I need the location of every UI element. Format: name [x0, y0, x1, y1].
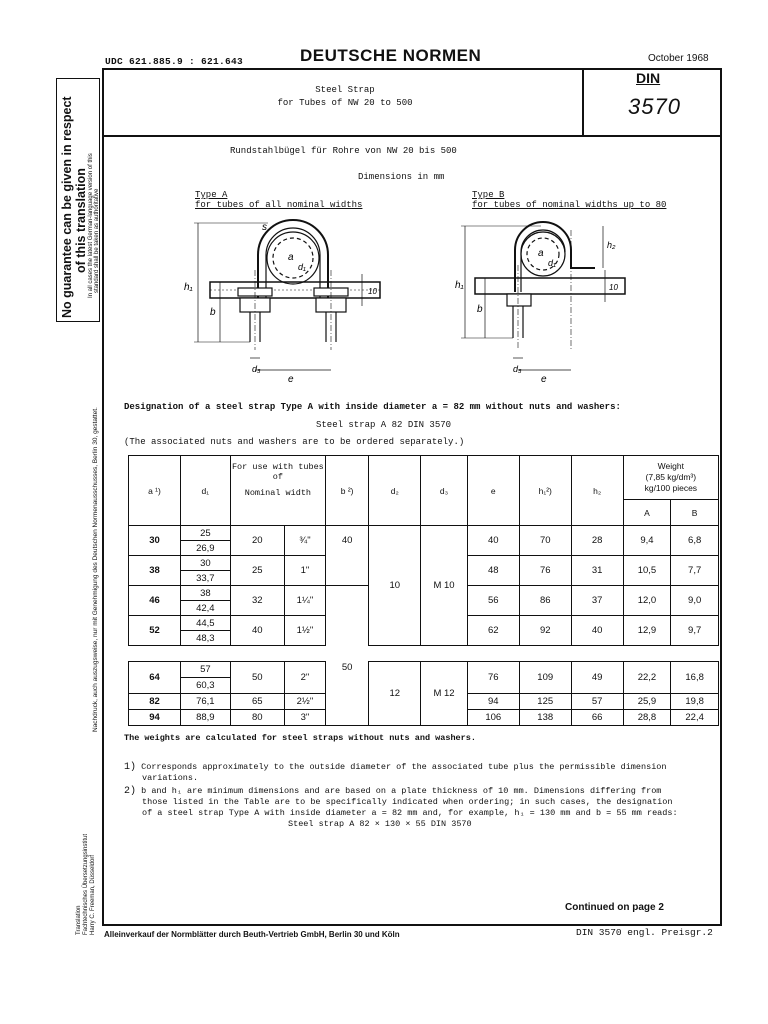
- dim-s-a: s: [262, 222, 267, 233]
- footnote-2-text-4: Steel strap A 82 × 130 × 55 DIN 3570: [288, 819, 472, 829]
- cell-h2: 28: [571, 526, 623, 556]
- cell-wa: 12,9: [623, 616, 671, 646]
- cell-a: 30: [129, 526, 181, 556]
- type-b-subtitle: for tubes of nominal widths up to 80: [472, 200, 667, 210]
- cell-inch: ¾": [284, 526, 325, 556]
- cell-inch: 1½": [284, 616, 325, 646]
- cell-inch: 1": [284, 556, 325, 586]
- dim-10-b: 10: [609, 283, 618, 292]
- hdr-weight-1: Weight: [657, 461, 684, 471]
- din-label: DIN: [636, 70, 661, 86]
- issue-date: October 1968: [648, 53, 709, 64]
- cell-wa: 10,5: [623, 556, 671, 586]
- cell-nw: 65: [230, 694, 284, 710]
- hdr-use-2: of: [272, 472, 283, 482]
- table-row: [129, 526, 719, 541]
- cell-wa: 25,9: [623, 694, 671, 710]
- document-title: [120, 84, 570, 110]
- disclaimer-text: [60, 78, 100, 318]
- hdr-nominal: Nominal width: [244, 488, 312, 498]
- dim-e-b: e: [541, 374, 547, 385]
- cell-nw: 80: [230, 710, 284, 726]
- cell-wb: 19,8: [671, 694, 719, 710]
- title-line-1: Steel Strap: [315, 85, 375, 95]
- hdr-use-spacer: [230, 500, 325, 526]
- cell-wb: 9,0: [671, 586, 719, 616]
- cell-h2: 40: [571, 616, 623, 646]
- cell-h1: 92: [519, 616, 571, 646]
- cell-a: 94: [129, 710, 181, 726]
- dim-h1-b: h₁: [455, 280, 464, 291]
- cell-b-group-1: 40: [326, 526, 369, 556]
- type-a-subtitle: for tubes of all nominal widths: [195, 200, 363, 210]
- type-a-title: Type A: [195, 190, 228, 200]
- translation-credit: [76, 795, 97, 935]
- cell-nw: 40: [230, 616, 284, 646]
- disclaimer-line-2: of this translation: [74, 168, 88, 273]
- designation-line-1: Designation of a steel strap Type A with inside diameter a = 82 mm without nuts and washers:: [124, 402, 621, 412]
- hdr-weight-2: (7,85 kg/dm³): [645, 472, 697, 482]
- hdr-d1: d₁: [180, 456, 230, 526]
- disclaimer-line-1: No guarantee can be given in respect: [60, 96, 74, 318]
- dimension-table: [128, 455, 719, 646]
- footer-distributor: Alleinverkauf der Normblätter durch Beuth-Vertrieb GmbH, Berlin 30 und Köln: [104, 930, 400, 939]
- hdr-weight-a: A: [623, 500, 671, 526]
- cell-d1: 33,7: [180, 571, 230, 586]
- title-divider: [102, 135, 722, 137]
- weights-note: The weights are calculated for steel straps without nuts and washers.: [124, 733, 476, 743]
- cell-inch: 2½": [284, 694, 325, 710]
- dim-b-a: b: [210, 307, 216, 318]
- german-title: Rundstahlbügel für Rohre von NW 20 bis 500: [230, 146, 457, 156]
- translation-line-2: Fachtechnisches Übersetzungsinstitut: [83, 833, 89, 935]
- din-divider: [582, 68, 584, 136]
- cell-d1: 76,1: [180, 694, 230, 710]
- footnote-2-text-2: those listed in the Table are to be specifically indicated when ordering; in such cases, the designation: [142, 797, 673, 807]
- cell-a: 64: [129, 662, 181, 694]
- cell-d1: [180, 662, 230, 694]
- cell-h1: 76: [519, 556, 571, 586]
- cell-h1: 109: [519, 662, 571, 694]
- cell-nw: 32: [230, 586, 284, 616]
- cell-h2: 49: [571, 662, 623, 694]
- cell-h1: 138: [519, 710, 571, 726]
- hdr-h1: h₁²): [519, 456, 571, 526]
- cell-wb: 9,7: [671, 616, 719, 646]
- footnote-2-mark: 2): [124, 786, 137, 797]
- cell-nw: 20: [230, 526, 284, 556]
- footnote-1-text-1: Corresponds approximately to the outside diameter of the associated tube plus the permissible dimension: [141, 762, 667, 772]
- hdr-a: a ¹): [129, 456, 181, 526]
- cell-d1: 30: [180, 556, 230, 571]
- dim-b-b: b: [477, 304, 483, 315]
- cell-wb: 7,7: [671, 556, 719, 586]
- cell-wa: 28,8: [623, 710, 671, 726]
- cell-d2-group-1: 10: [369, 526, 421, 646]
- dim-a-b: a: [538, 248, 544, 259]
- footnote-1-mark: 1): [124, 762, 137, 773]
- dim-d1-a: d₁: [298, 262, 306, 272]
- cell-d1: 25: [180, 526, 230, 541]
- cell-h1: 86: [519, 586, 571, 616]
- title-line-2: for Tubes of NW 20 to 500: [277, 98, 413, 108]
- cell-e: 48: [467, 556, 519, 586]
- cell-b-empty: [326, 556, 369, 586]
- hdr-b: b ²): [326, 456, 369, 526]
- footnote-1-text-2: variations.: [142, 773, 199, 783]
- cell-e: 62: [467, 616, 519, 646]
- cell-h2: 66: [571, 710, 623, 726]
- cell-wb: 22,4: [671, 710, 719, 726]
- hdr-weight-3: kg/100 pieces: [644, 483, 698, 493]
- hdr-use-1: For use with tubes: [231, 462, 324, 472]
- dim-d3-b: d₃: [513, 364, 522, 374]
- cell-d1: 26,9: [180, 541, 230, 556]
- cell-d3-group-2: M 12: [421, 662, 468, 726]
- cell-e: 76: [467, 662, 519, 694]
- cell-inch: 1¼": [284, 586, 325, 616]
- type-a-drawing: [180, 210, 400, 395]
- footer-price-group: DIN 3570 engl. Preisgr.2: [576, 927, 713, 938]
- hdr-weight: [623, 456, 718, 500]
- cell-a: 82: [129, 694, 181, 710]
- din-number: 3570: [628, 94, 681, 119]
- udc-number: UDC 621.885.9 : 621.643: [105, 56, 244, 67]
- cell-d3-group-1: M 10: [421, 526, 468, 646]
- cell-d1-upper: 57: [200, 664, 211, 675]
- cell-wb: 6,8: [671, 526, 719, 556]
- cell-d1: 38: [180, 586, 230, 601]
- cell-e: 106: [467, 710, 519, 726]
- dim-h1-a: h₁: [184, 282, 193, 293]
- dim-d3-a: d₃: [252, 364, 261, 374]
- cell-e: 94: [467, 694, 519, 710]
- cell-a: 38: [129, 556, 181, 586]
- cell-nw: 50: [230, 662, 284, 694]
- cell-a: 46: [129, 586, 181, 616]
- hdr-use: [230, 456, 325, 500]
- designation-line-3: (The associated nuts and washers are to be ordered separately.): [124, 437, 465, 447]
- hdr-d2: d₂: [369, 456, 421, 526]
- dimensions-note: Dimensions in mm: [358, 172, 445, 182]
- dim-10-a: 10: [368, 287, 377, 296]
- cell-e: 40: [467, 526, 519, 556]
- cell-a: 52: [129, 616, 181, 646]
- cell-inch: 2": [284, 662, 325, 694]
- dim-h2-b: h₂: [607, 240, 616, 250]
- cell-wa: 9,4: [623, 526, 671, 556]
- hdr-e: e: [467, 456, 519, 526]
- translation-line-1: Translation: [76, 905, 82, 935]
- table-row: [129, 662, 719, 694]
- hdr-h2: h₂: [571, 456, 623, 526]
- footnote-2-text-3: of a steel strap Type A with inside diameter a = 82 mm and, for example, h₁ = 130 mm and b = 55 mm reads:: [142, 808, 678, 818]
- cell-d1: 44,5: [180, 616, 230, 631]
- cell-wb: 16,8: [671, 662, 719, 694]
- cell-h2: 31: [571, 556, 623, 586]
- translation-line-3: Harry C. Freeman, Düsseldorf: [90, 854, 96, 935]
- hdr-d3: d₃: [421, 456, 468, 526]
- cell-h2: 37: [571, 586, 623, 616]
- cell-h1: 125: [519, 694, 571, 710]
- dim-a-a: a: [288, 252, 294, 263]
- cell-b-group-2: [326, 586, 369, 646]
- dim-d1-b: d₁: [548, 258, 556, 268]
- cell-e: 56: [467, 586, 519, 616]
- disclaimer-line-3: In all cases the latest German-language version of this: [88, 153, 94, 298]
- footnote-2-text-1: b and h₁ are minimum dimensions and are based on a plate thickness of 10 mm. Dimensions differing from: [141, 786, 662, 796]
- footnote-2: [124, 786, 716, 830]
- cell-d1: 48,3: [180, 631, 230, 646]
- cell-d1-lower: 60,3: [181, 677, 230, 693]
- cell-h1: 70: [519, 526, 571, 556]
- cell-wa: 22,2: [623, 662, 671, 694]
- cell-inch: 3": [284, 710, 325, 726]
- hdr-weight-b: B: [671, 500, 719, 526]
- cell-d1: 88,9: [180, 710, 230, 726]
- designation-line-2: Steel strap A 82 DIN 3570: [316, 420, 452, 430]
- footnote-1: [124, 762, 714, 784]
- cell-d2-group-2: 12: [369, 662, 421, 726]
- type-b-drawing: [455, 210, 635, 395]
- continued-note: Continued on page 2: [565, 902, 664, 913]
- copyright-notice: Nachdruck, auch auszugsweise, nur mit Genehmigung des Deutschen Normenausschusses, Berlin 30, gestattet.: [92, 407, 99, 732]
- cell-d1: 42,4: [180, 601, 230, 616]
- cell-h2: 57: [571, 694, 623, 710]
- cell-nw: 25: [230, 556, 284, 586]
- type-b-title: Type B: [472, 190, 505, 200]
- disclaimer-line-4: standard shall be taken as authoritative: [94, 188, 100, 293]
- cell-wa: 12,0: [623, 586, 671, 616]
- cell-b-group-2-lower: 50: [326, 662, 369, 726]
- dim-e-a: e: [288, 374, 294, 385]
- org-heading: DEUTSCHE NORMEN: [300, 46, 482, 65]
- dimension-table-lower: [128, 661, 719, 726]
